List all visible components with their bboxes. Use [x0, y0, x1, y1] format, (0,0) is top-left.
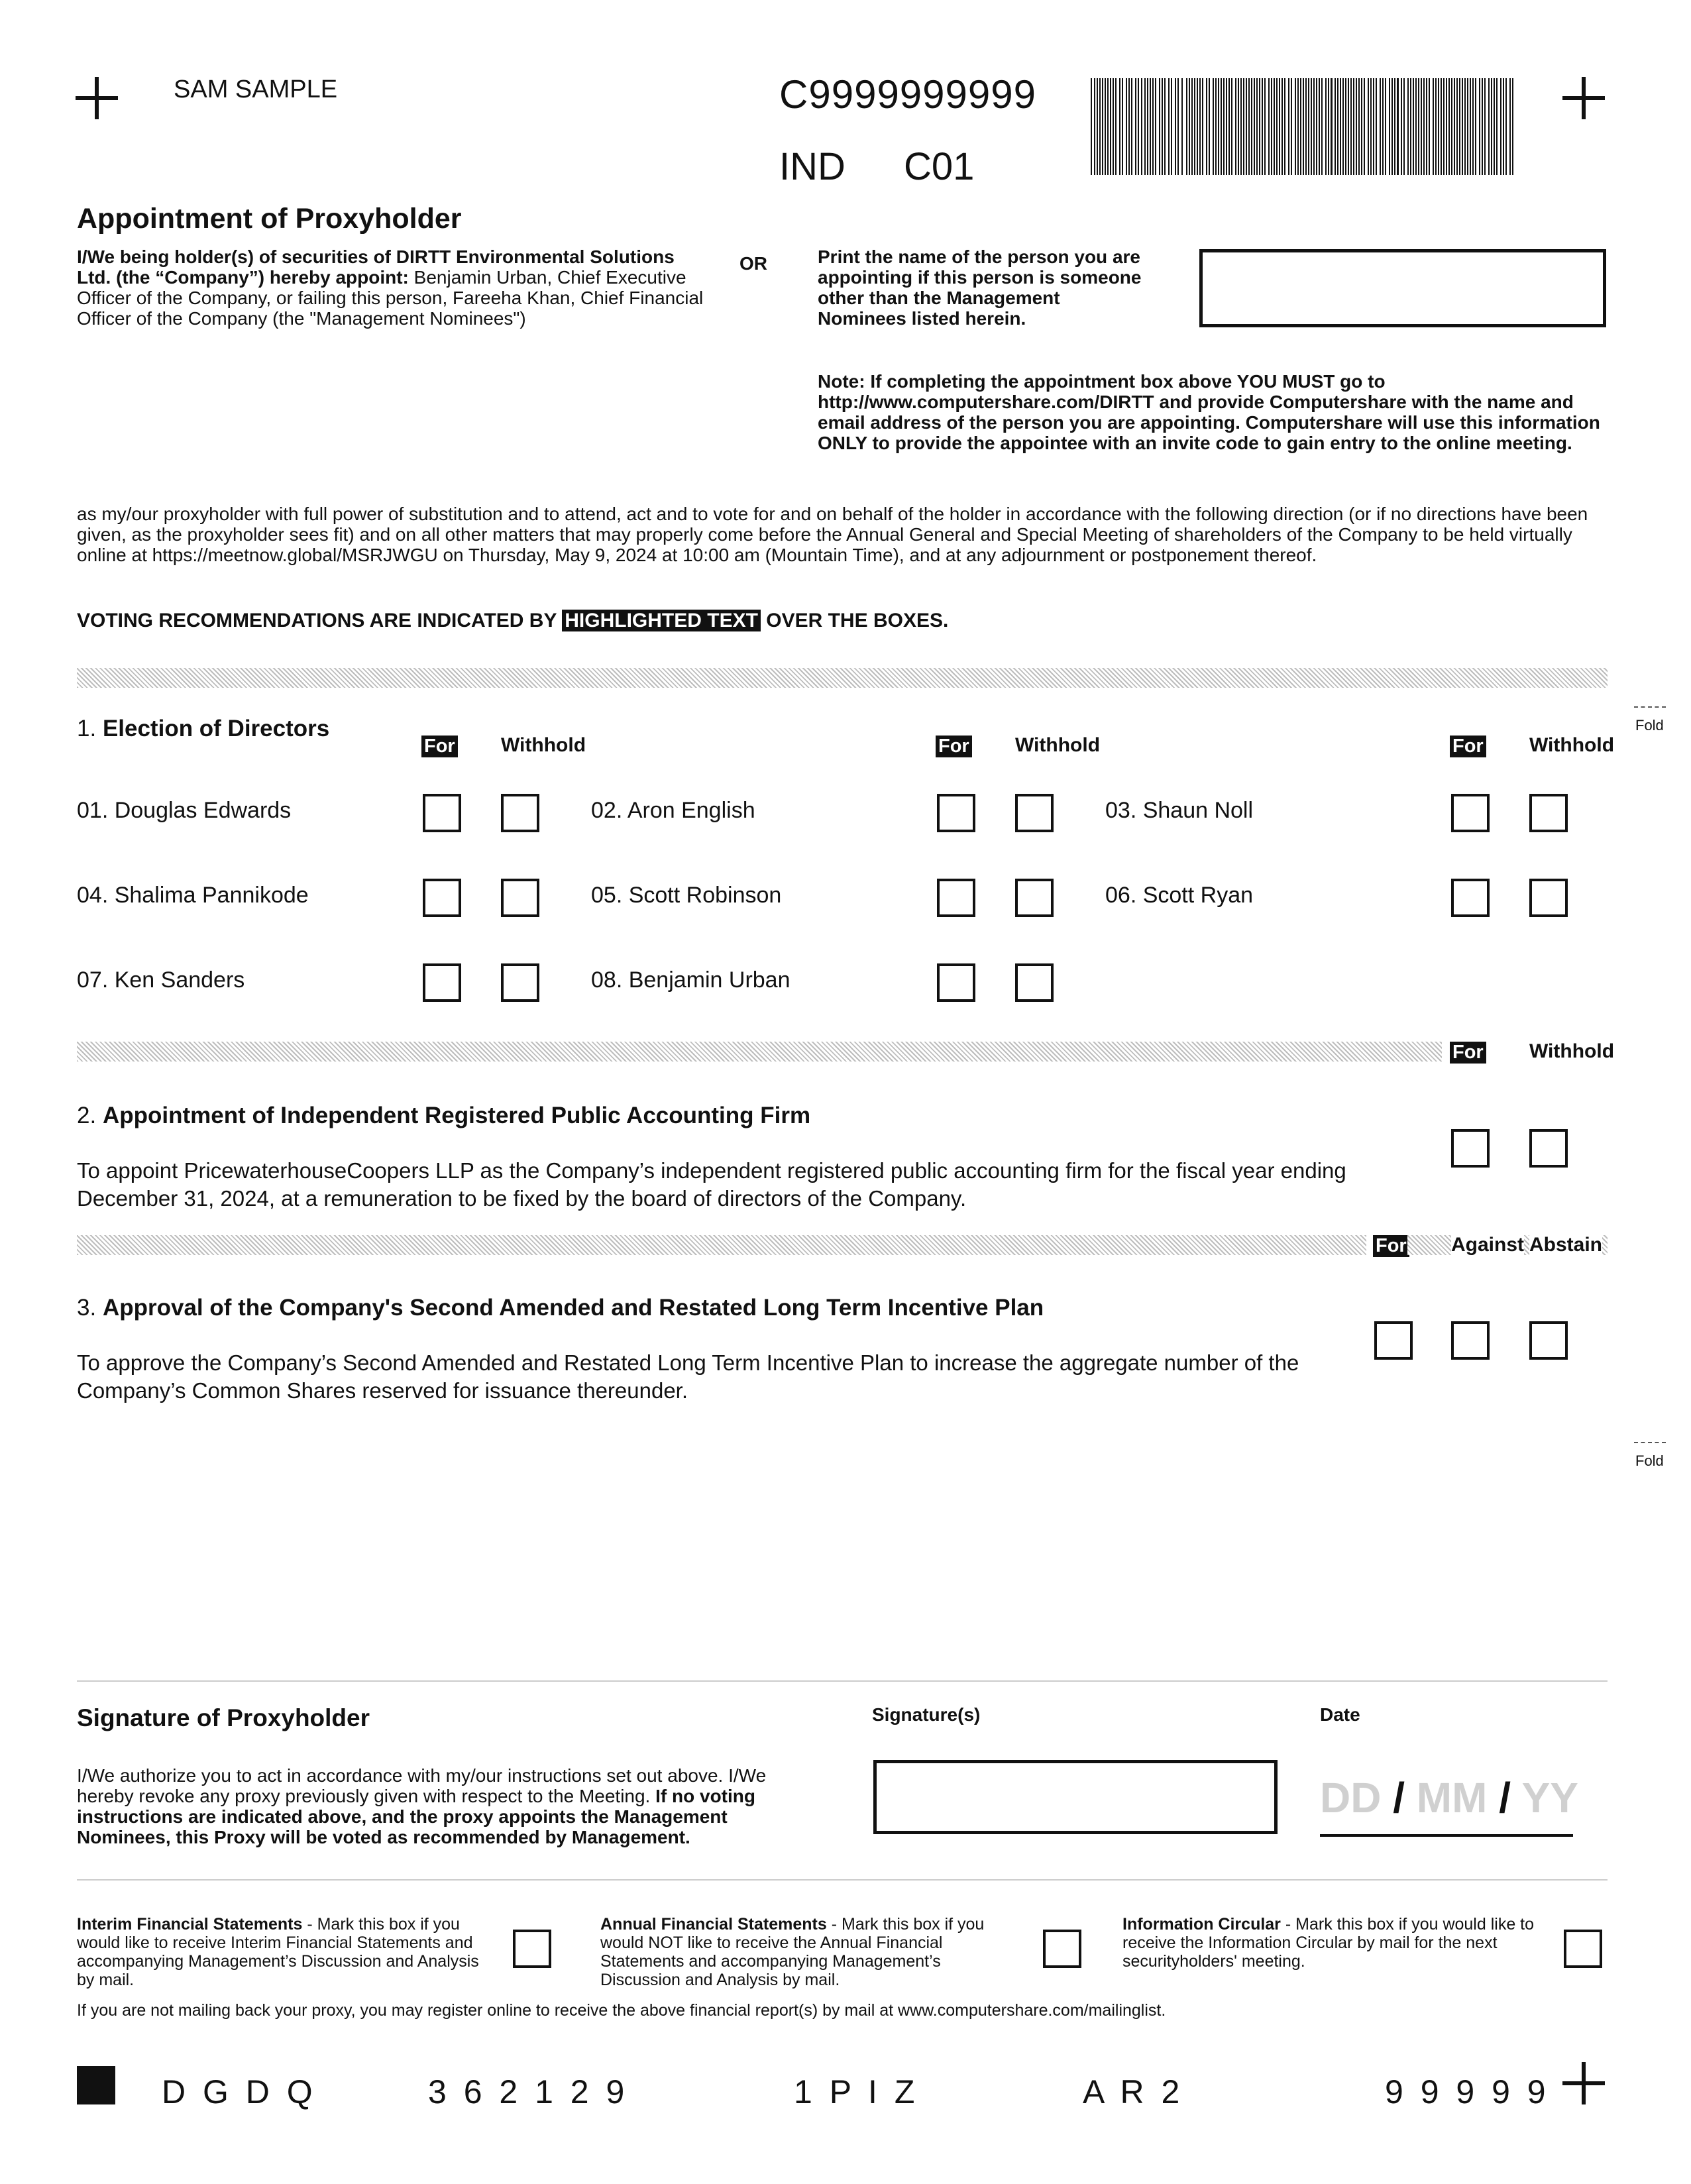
barcode-bar — [1403, 78, 1405, 175]
nominee-03-withhold-checkbox[interactable] — [1529, 794, 1568, 832]
nominee-label: 08. Benjamin Urban — [591, 967, 791, 993]
barcode-bar — [1164, 78, 1166, 175]
barcode-bar — [1448, 78, 1450, 175]
nominee-01-for-checkbox[interactable] — [423, 794, 461, 832]
barcode-bar — [1150, 78, 1151, 175]
barcode-bar — [1115, 78, 1117, 175]
barcode-bar — [1391, 78, 1393, 175]
barcode-bar — [1181, 78, 1183, 175]
barcode-bar — [1415, 78, 1417, 175]
barcode-bar — [1464, 78, 1466, 175]
crop-mark-bottom-right — [1562, 2062, 1605, 2104]
barcode-bar — [1152, 78, 1154, 175]
nominee-06-for-checkbox[interactable] — [1451, 879, 1490, 917]
barcode-bar — [1407, 78, 1409, 175]
barcode-bar — [1197, 78, 1198, 175]
info-circular-desc: - Mark this box if you would like to receive the Information Circular by mail for the next securityholders' meeting. — [1122, 1915, 1535, 1971]
barcode-bar — [1191, 78, 1193, 175]
barcode-bar — [1418, 78, 1419, 175]
footer-code-3: 1 P I Z — [794, 2073, 919, 2110]
authorization-text-regular: I/We authorize you to act in accordance with my/our instructions set out above. I/We hereby revoke any proxy previously given with respect to the Meeting. — [77, 1765, 767, 1806]
barcode-bar — [1370, 78, 1372, 175]
nominee-label: 03. Shaun Noll — [1105, 798, 1254, 823]
barcode-bar — [1131, 78, 1132, 175]
barcode-bar — [1503, 78, 1504, 175]
barcode-bar — [1295, 78, 1296, 175]
barcode-bar — [1348, 78, 1349, 175]
barcode-bar — [1271, 78, 1272, 175]
signature-field[interactable] — [873, 1760, 1278, 1834]
barcode-bar — [1462, 78, 1463, 175]
appointee-name-field[interactable] — [1199, 249, 1606, 327]
barcode-bar — [1397, 78, 1399, 175]
against-header-item3: Against — [1451, 1234, 1525, 1256]
barcode-bar — [1512, 78, 1513, 175]
or-label: OR — [739, 253, 767, 274]
authorization-text-bold: If no voting instructions are indicated above, and the proxy appoints the Management Nominees, this Proxy will be voted as recommended by Management. — [77, 1786, 755, 1847]
withhold-header-item2: Withhold — [1529, 1040, 1615, 1062]
nominee-08-for-checkbox[interactable] — [937, 963, 975, 1002]
barcode-bar — [1421, 78, 1422, 175]
nominee-07-withhold-checkbox[interactable] — [501, 963, 539, 1002]
date-yy-placeholder: YY — [1521, 1774, 1578, 1822]
type-code: IND — [779, 145, 846, 188]
barcode-bar — [1368, 78, 1369, 175]
barcode-bar — [1325, 78, 1327, 175]
barcode-bar — [1282, 78, 1283, 175]
footer-code-4: A R 2 — [1083, 2073, 1184, 2110]
barcode-bar — [1094, 78, 1095, 175]
barcode-bar — [1126, 78, 1127, 175]
barcode-bar — [1141, 78, 1142, 175]
barcode-bar — [1213, 78, 1214, 175]
for-header-col3: For — [1450, 736, 1486, 757]
barcode-bar — [1128, 78, 1130, 175]
barcode-bar — [1175, 78, 1176, 175]
barcode-bar — [1491, 78, 1492, 175]
barcode-bar — [1410, 78, 1411, 175]
barcode-bar — [1155, 78, 1156, 175]
barcode-bar — [1240, 78, 1242, 175]
section-divider-1 — [77, 668, 1608, 688]
signature-section-title: Signature of Proxyholder — [77, 1704, 370, 1731]
info-circular-title: Information Circular — [1122, 1915, 1281, 1934]
barcode-bar — [1138, 78, 1139, 175]
item3-title — [77, 1295, 1044, 1321]
nominee-label: 06. Scott Ryan — [1105, 883, 1254, 908]
barcode-bar — [1479, 78, 1480, 175]
barcode-bar — [1441, 78, 1442, 175]
interim-statements-text — [77, 1915, 501, 1989]
print-name-label: Print the name of the person you are appointing if this person is someone other than the Management Nominees listed herein. — [818, 246, 1142, 329]
barcode-bar — [1228, 78, 1230, 175]
registration-square — [77, 2066, 115, 2104]
barcode-bar — [1337, 78, 1338, 175]
barcode-bar — [1202, 78, 1203, 175]
barcode-bar — [1168, 78, 1170, 175]
barcode-bar — [1254, 78, 1255, 175]
barcode-bar — [1433, 78, 1434, 175]
barcode-bar — [1328, 78, 1329, 175]
barcode-bar — [1394, 78, 1395, 175]
abstain-header-item3: Abstain — [1529, 1234, 1603, 1256]
item1-title-text: Election of Directors — [102, 716, 330, 741]
appointment-intro — [77, 246, 713, 329]
barcode-bar — [1199, 78, 1201, 175]
item3-description: To approve the Company’s Second Amended and Restated Long Term Incentive Plan to increase the aggregate number of the Company’s Common Shares reserved for issuance thereunder. — [77, 1350, 1299, 1403]
date-field[interactable] — [1320, 1773, 1578, 1837]
signature-bottom-separator — [77, 1879, 1608, 1881]
barcode-bar — [1472, 78, 1474, 175]
nominee-label: 07. Ken Sanders — [77, 967, 245, 993]
barcode-bar — [1505, 78, 1507, 175]
barcode-bar — [1215, 78, 1217, 175]
barcode — [1091, 78, 1519, 175]
barcode-bar — [1113, 78, 1114, 175]
barcode-bar — [1435, 78, 1437, 175]
nominee-label: 02. Aron English — [591, 798, 755, 823]
barcode-bar — [1389, 78, 1390, 175]
barcode-bar — [1194, 78, 1195, 175]
footer-code-2: 3 6 2 1 2 9 — [428, 2073, 629, 2110]
voting-rec-after: OVER THE BOXES. — [760, 610, 949, 631]
barcode-bar — [1186, 78, 1187, 175]
barcode-bar — [1413, 78, 1414, 175]
date-mm-placeholder: MM — [1416, 1774, 1488, 1822]
nominee-06-withhold-checkbox[interactable] — [1529, 879, 1568, 917]
barcode-bar — [1380, 78, 1381, 175]
barcode-bar — [1262, 78, 1263, 175]
annual-statements-checkbox[interactable] — [1043, 1930, 1081, 1968]
barcode-bar — [1288, 78, 1289, 175]
fold-mark-2 — [1634, 1442, 1666, 1443]
interim-statements-checkbox[interactable] — [513, 1930, 551, 1968]
voting-recommendation-note — [77, 610, 948, 632]
crop-mark-top-right — [1562, 77, 1605, 119]
barcode-bar — [1097, 78, 1098, 175]
barcode-bar — [1470, 78, 1471, 175]
nominee-07-for-checkbox[interactable] — [423, 963, 461, 1002]
barcode-bar — [1429, 78, 1430, 175]
barcode-bar — [1482, 78, 1483, 175]
barcode-bar — [1467, 78, 1468, 175]
signature-top-separator — [77, 1680, 1608, 1682]
barcode-bar — [1105, 78, 1106, 175]
barcode-bar — [1475, 78, 1476, 175]
barcode-bar — [1231, 78, 1232, 175]
date-slash-2: / — [1499, 1774, 1511, 1822]
barcode-bar — [1311, 78, 1312, 175]
barcode-bar — [1107, 78, 1109, 175]
info-circular-checkbox[interactable] — [1564, 1930, 1602, 1968]
barcode-bar — [1494, 78, 1495, 175]
section-divider-3 — [77, 1235, 1366, 1255]
barcode-bar — [1401, 78, 1402, 175]
class-code: C01 — [904, 145, 975, 188]
barcode-bar — [1376, 78, 1377, 175]
interim-statements-title: Interim Financial Statements — [77, 1915, 303, 1934]
barcode-bar — [1218, 78, 1219, 175]
withhold-header-col3: Withhold — [1529, 734, 1615, 756]
item3-abstain-checkbox[interactable] — [1529, 1321, 1568, 1360]
nominee-01-withhold-checkbox[interactable] — [501, 794, 539, 832]
barcode-bar — [1102, 78, 1103, 175]
barcode-bar — [1110, 78, 1111, 175]
barcode-bar — [1284, 78, 1285, 175]
barcode-bar — [1221, 78, 1222, 175]
barcode-bar — [1177, 78, 1179, 175]
barcode-bar — [1443, 78, 1445, 175]
annual-statements-desc: - Mark this box if you would NOT like to receive the Annual Financial Statements and accompanying Management’s Discussion and Analysis by mail. — [600, 1915, 985, 1989]
barcode-bar — [1321, 78, 1323, 175]
nominee-label: 01. Douglas Edwards — [77, 798, 292, 823]
barcode-bar — [1259, 78, 1260, 175]
barcode-bar — [1342, 78, 1344, 175]
barcode-bar — [1353, 78, 1354, 175]
footer-code-5: 9 9 9 9 9 — [1385, 2073, 1550, 2110]
date-dd-placeholder: DD — [1320, 1774, 1382, 1822]
barcode-bar — [1189, 78, 1190, 175]
barcode-bar — [1308, 78, 1309, 175]
appointment-intro-bold: I/We being holder(s) of securities of DIRTT Environmental Solutions Ltd. (the “Company”) hereby appoint: — [77, 246, 675, 288]
item1-title — [77, 716, 329, 742]
nominee-04-withhold-checkbox[interactable] — [501, 879, 539, 917]
withhold-header-col1: Withhold — [501, 734, 586, 756]
barcode-bar — [1305, 78, 1307, 175]
barcode-bar — [1331, 78, 1333, 175]
annual-statements-text — [600, 1915, 1024, 1989]
barcode-bar — [1251, 78, 1252, 175]
barcode-bar — [1276, 78, 1278, 175]
barcode-bar — [1303, 78, 1304, 175]
signature-label: Signature(s) — [872, 1704, 981, 1725]
date-label: Date — [1320, 1704, 1360, 1725]
barcode-bar — [1243, 78, 1244, 175]
nominee-03-for-checkbox[interactable] — [1451, 794, 1490, 832]
item1-number: 1. — [77, 716, 97, 741]
barcode-bar — [1159, 78, 1160, 175]
barcode-bar — [1144, 78, 1146, 175]
item2-title-text: Appointment of Independent Registered Public Accounting Firm — [102, 1103, 811, 1128]
barcode-bar — [1246, 78, 1247, 175]
barcode-bar — [1459, 78, 1460, 175]
crop-mark-top-left — [76, 77, 118, 119]
barcode-bar — [1135, 78, 1136, 175]
for-header-col1: For — [421, 736, 458, 757]
barcode-bar — [1264, 78, 1266, 175]
fold-label-2: Fold — [1635, 1452, 1664, 1469]
barcode-bar — [1484, 78, 1486, 175]
barcode-bar — [1456, 78, 1458, 175]
barcode-bar — [1171, 78, 1172, 175]
barcode-bar — [1122, 78, 1123, 175]
fold-mark-1 — [1634, 706, 1666, 708]
barcode-bar — [1226, 78, 1227, 175]
barcode-bar — [1274, 78, 1275, 175]
item2-title — [77, 1103, 810, 1129]
barcode-bar — [1509, 78, 1511, 175]
authorization-text — [77, 1765, 826, 1847]
voting-rec-before: VOTING RECOMMENDATIONS ARE INDICATED BY — [77, 610, 563, 631]
item3-against-checkbox[interactable] — [1451, 1321, 1490, 1360]
barcode-bar — [1209, 78, 1210, 175]
nominee-02-withhold-checkbox[interactable] — [1015, 794, 1054, 832]
barcode-bar — [1451, 78, 1452, 175]
barcode-bar — [1423, 78, 1425, 175]
item3-title-text: Approval of the Company's Second Amended and Restated Long Term Incentive Plan — [102, 1295, 1044, 1321]
barcode-bar — [1316, 78, 1317, 175]
barcode-bar — [1385, 78, 1386, 175]
nominee-04-for-checkbox[interactable] — [423, 879, 461, 917]
barcode-bar — [1340, 78, 1341, 175]
barcode-bar — [1356, 78, 1357, 175]
barcode-bar — [1335, 78, 1336, 175]
barcode-bar — [1291, 78, 1292, 175]
barcode-bar — [1496, 78, 1498, 175]
item3-number: 3. — [77, 1295, 97, 1321]
date-slash-1: / — [1393, 1774, 1405, 1822]
barcode-bar — [1500, 78, 1501, 175]
barcode-bar — [1248, 78, 1250, 175]
nominee-label: 04. Shalima Pannikode — [77, 883, 309, 908]
proxy-authority-text: as my/our proxyholder with full power of substitution and to attend, act and to vote for and on behalf of the holder in accordance with the following direction (or if no directions have been given, as the proxyholder sees fit) and on all other matters that may properly come before the Annual General and Special Meeting of shareholders of the Company to be held virtually online at https://meetnow.global/MSRJWGU on Thursday, May 9, 2024 at 10:00 am (Mountain Time), and at any adjournment or postponement thereof. — [77, 504, 1588, 565]
barcode-bar — [1319, 78, 1320, 175]
barcode-bar — [1364, 78, 1365, 175]
section-divider-2 — [77, 1042, 1442, 1062]
for-header-item2: For — [1450, 1042, 1486, 1064]
barcode-bar — [1279, 78, 1280, 175]
barcode-bar — [1350, 78, 1352, 175]
barcode-bar — [1268, 78, 1270, 175]
barcode-bar — [1358, 78, 1360, 175]
barcode-bar — [1488, 78, 1490, 175]
info-circular-text — [1122, 1915, 1547, 1971]
barcode-bar — [1091, 78, 1092, 175]
appointment-note: Note: If completing the appointment box above YOU MUST go to http://www.computershare.com/DIRTT and provide Computershare with the name and email address of the person you are appointing. Computershare will use this information ONLY to provide the appointee with an invite code to gain entry to the online meeting. — [818, 371, 1600, 453]
barcode-bar — [1382, 78, 1384, 175]
footer-code-1: D G D Q — [162, 2073, 317, 2110]
item2-number: 2. — [77, 1103, 97, 1128]
online-registration-note: If you are not mailing back your proxy, you may register online to receive the above financial report(s) by mail at www.computershare.com/mailinglist. — [77, 2001, 1166, 2020]
withhold-header-col2: Withhold — [1015, 734, 1101, 756]
barcode-bar — [1223, 78, 1225, 175]
nominee-label: 05. Scott Robinson — [591, 883, 782, 908]
control-code: C9999999999 — [779, 72, 1037, 117]
for-header-item3: For — [1373, 1235, 1409, 1257]
for-header-col2: For — [936, 736, 972, 757]
interim-statements-desc: - Mark this box if you would like to receive Interim Financial Statements and accompanying Management’s Discussion and Analysis by mail. — [77, 1915, 479, 1989]
fold-label-1: Fold — [1635, 717, 1664, 734]
barcode-bar — [1297, 78, 1299, 175]
barcode-bar — [1235, 78, 1236, 175]
barcode-bar — [1446, 78, 1447, 175]
barcode-bar — [1162, 78, 1163, 175]
barcode-bar — [1426, 78, 1427, 175]
barcode-bar — [1147, 78, 1148, 175]
item2-withhold-checkbox[interactable] — [1529, 1129, 1568, 1168]
barcode-bar — [1313, 78, 1315, 175]
appointment-intro-rest: Benjamin Urban, Chief Executive Officer of the Company, or failing this person, Fareeha Khan, Chief Financial Officer of the Company (the "Management Nominees") — [77, 267, 704, 329]
appointment-title: Appointment of Proxyholder — [77, 203, 462, 235]
barcode-bar — [1361, 78, 1362, 175]
barcode-bar — [1206, 78, 1207, 175]
annual-statements-title: Annual Financial Statements — [600, 1915, 827, 1934]
nominee-05-for-checkbox[interactable] — [937, 879, 975, 917]
item2-description: To appoint PricewaterhouseCoopers LLP as the Company’s independent registered public accounting firm for the fiscal year ending December 31, 2024, at a remuneration to be fixed by the board of directors of the Company. — [77, 1158, 1346, 1211]
barcode-bar — [1454, 78, 1455, 175]
barcode-bar — [1373, 78, 1374, 175]
barcode-bar — [1238, 78, 1239, 175]
nominee-05-withhold-checkbox[interactable] — [1015, 879, 1054, 917]
nominee-02-for-checkbox[interactable] — [937, 794, 975, 832]
barcode-bar — [1345, 78, 1346, 175]
barcode-bar — [1119, 78, 1120, 175]
nominee-08-withhold-checkbox[interactable] — [1015, 963, 1054, 1002]
item3-for-checkbox[interactable] — [1374, 1321, 1413, 1360]
barcode-bar — [1256, 78, 1258, 175]
item2-for-checkbox[interactable] — [1451, 1129, 1490, 1168]
barcode-bar — [1438, 78, 1439, 175]
barcode-bar — [1300, 78, 1301, 175]
barcode-bar — [1099, 78, 1101, 175]
holder-name: SAM SAMPLE — [174, 76, 338, 103]
voting-rec-highlight: HIGHLIGHTED TEXT — [562, 610, 761, 631]
